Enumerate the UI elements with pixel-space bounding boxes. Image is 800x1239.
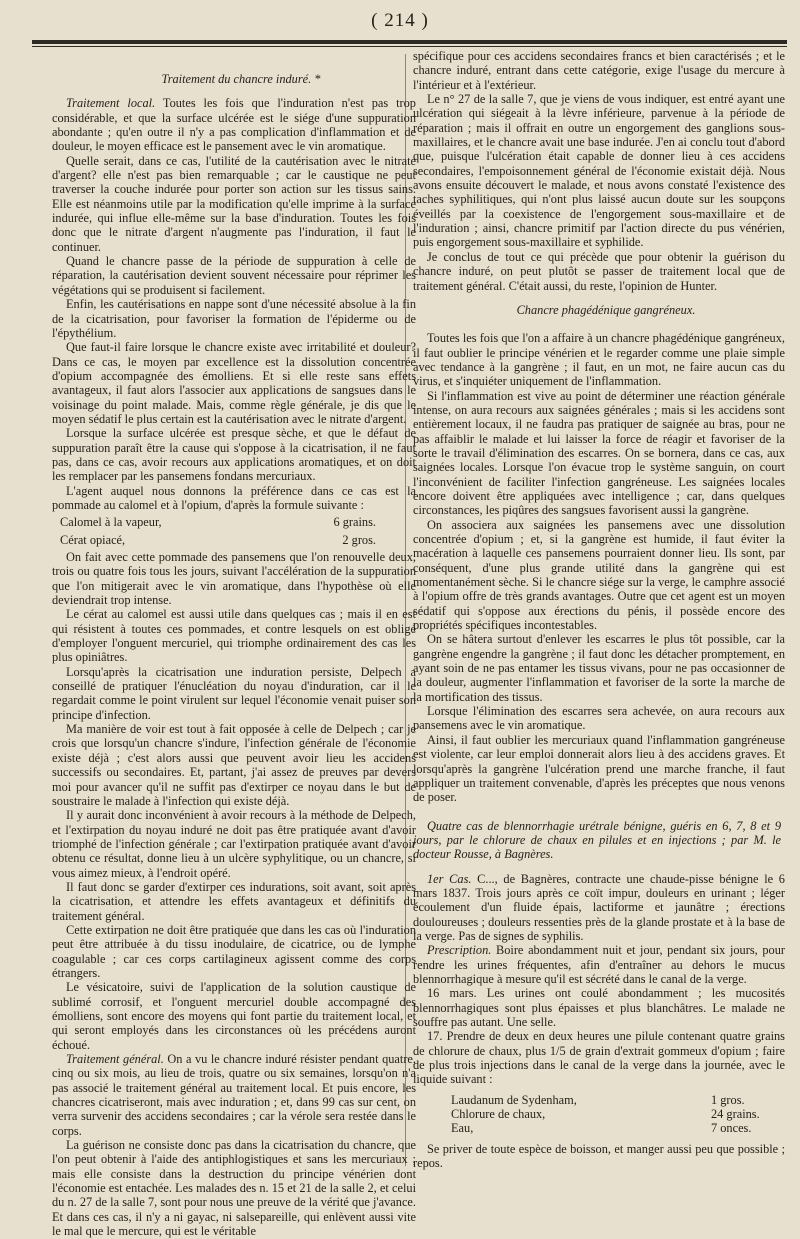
paragraph: Je conclus de tout ce qui précède que pour obtenir la guérison du chancre induré, on peut plutôt se passer de traitement local que de traitement général. C'était aussi, du reste, l'opinion de Hunter. bbox=[413, 249, 785, 293]
formula-row bbox=[52, 515, 416, 529]
paragraph: Si l'inflammation est vive au point de déterminer une réaction générale intense, on aura recours aux saignées générales ; mais si les accidens sont entièrement locaux, il ne faudra pas pratiquer de saignée au bras, pour ne pas affaiblir le malade et lui laisser la force de réagir et favoriser de la sorte le travail d'élimination des escarres. On se bornera, dans ce cas, aux saignées locales. Lorsque l'on évacue trop le système sanguin, on court l'inconvénient de faciliter l'infection gangréneuse. Les saignées locales encore doivent être appliquées avec intelligence ; car, dans quelques circonstances, les piqûres des sangsues favorisent aussi la gangrène. bbox=[413, 388, 785, 518]
formula-quantity: 7 onces. bbox=[711, 1121, 752, 1136]
paragraph bbox=[413, 872, 785, 944]
paragraph: Quand le chancre passe de la période de suppuration à celle de réparation, la cautérisation devient souvent nécessaire pour réprimer les végétations qui se produisent si facilement. bbox=[52, 254, 416, 297]
formula-ingredient: Laudanum de Sydenham, bbox=[451, 1092, 577, 1107]
paragraph: Cette extirpation ne doit être pratiquée que dans les cas où l'induration peut être attribuée à du tissu inodulaire, de cicatrice, ou de lymphe coagulable ; car ces corps cartilagineux agissent comme des corps étrangers. bbox=[52, 922, 416, 980]
paragraph: Lorsque la surface ulcérée est presque sèche, et que le défaut de suppuration paraît être la cause qui s'oppose à la cicatrisation, il ne faut pas, dans ce cas, avoir recours aux applications aromatiques, et on doit les remplacer par les pansemens fondans mercuriaux. bbox=[52, 426, 416, 484]
paragraph: Le vésicatoire, suivi de l'application de la solution caustique de sublimé corrosif, et l'onguent mercuriel double accompagné des émolliens, sont encore des moyens qui font partie du traitement local, et qui seront employés dans les circonstances où les précédens auront échoué. bbox=[52, 980, 416, 1052]
formula-row bbox=[413, 1121, 785, 1135]
paragraph-text: On a vu le chancre induré résister pendant quatre, cinq ou six mois, au lieu de trois, quatre ou six semaines, lorsqu'on n'a pas associé le traitement général au traitement local. Et puis encore, les chancres cicatriseront, mais avec induration ; et, dans 99 cas sur cent, on verra survenir des accidens secondaires ; car la vérole sera restée dans le corps. bbox=[52, 1052, 416, 1138]
paragraph: Lorsque l'élimination des escarres sera achevée, on aura recours aux pansemens avec le vin aromatique. bbox=[413, 704, 785, 733]
formula-ingredient: Eau, bbox=[451, 1121, 474, 1136]
page-number: ( 214 ) bbox=[371, 10, 429, 31]
right-column bbox=[413, 49, 785, 1171]
paragraph-text: Toutes les fois que l'induration n'est pas trop considérable, et que la surface ulcérée est le siége d'une suppuration abondante ; qu'en outre il n'y a pas complication d'inflammation et de douleur, le moyen efficace est le pansement avec le vin aromatique. bbox=[52, 96, 416, 154]
paragraph: Le cérat au calomel est aussi utile dans quelques cas ; mais il en est qui résistent à toutes ces pommades, et contre lesquels on est obligé d'employer l'onguent mercuriel, qui triomphe ordinairement des cas les plus opiniâtres. bbox=[52, 607, 416, 665]
paragraph: 17. Prendre de deux en deux heures une pilule contenant quatre grains de chlorure de chaux, plus 1/5 de grain d'extrait gommeux d'opium ; faire de plus trois injections dans le canal de la verge dans la journée, avec le liquide suivant : bbox=[413, 1029, 785, 1087]
paragraph: Lorsqu'après la cicatrisation une induration persiste, Delpech a conseillé de pratiquer l'énucléation du noyau d'induration, car il le regardait comme le point virulent sur lequel l'économie venait puiser son principe d'infection. bbox=[52, 664, 416, 722]
header-rule bbox=[32, 40, 787, 47]
paragraph: Il faut donc se garder d'extirper ces indurations, soit avant, soit après la cicatrisation, et attendre les effets avantageux et définitifs du traitement général. bbox=[52, 879, 416, 923]
section-heading-phagedenique: Chancre phagédénique gangréneux. bbox=[516, 302, 696, 317]
left-column bbox=[52, 54, 416, 1239]
formula-quantity: 24 grains. bbox=[711, 1107, 760, 1122]
formula-row bbox=[52, 533, 416, 547]
paragraph-text: C..., de Bagnères, contracte une chaude-pisse bénigne le 6 mars 1837. Trois jours après ce coït impur, douleurs en urinant ; léger écoulement d'un fluide épais, lactiforme et jaunâtre ; érections douloureuses ; douleurs ressenties près de la glande prostate et à la base de la verge. Pas de signes de syphilis. bbox=[413, 871, 785, 943]
paragraph bbox=[52, 96, 416, 153]
paragraph: Ainsi, il faut oublier les mercuriaux quand l'inflammation gangréneuse est violente, car leur emploi donnerait alors lieu à des accidens graves. Et lorsqu'après la gangrène l'ulcération prend une marche franche, il faut appliquer un traitement convenable, d'après les préceptes que nous venons de poser. bbox=[413, 732, 785, 805]
paragraph: Toutes les fois que l'on a affaire à un chancre phagédénique gangréneux, il faut oublier le principe vénérien et le regarder comme une plaie simple avec tendance à la gangrène ; il faut, en un mot, ne faire aucun cas du virus, et s'inquiéter uniquement de l'inflammation. bbox=[413, 331, 785, 389]
formula-row bbox=[413, 1107, 785, 1121]
paragraph: Quelle serait, dans ce cas, l'utilité de la cautérisation avec le nitrate d'argent? elle n'est pas bien remarquable ; car le caustique ne peut traverser la couche indurée pour porter son action sur les tissus sains. Elle est néanmoins utile par la modification qu'elle imprime à la surface indurée, qui influe elle-même sur la base d'induration. Toutes les fois donc que le nitrate d'argent n'augmente pas l'induration, il faut le continuer. bbox=[52, 153, 416, 254]
formula-quantity: 6 grains. bbox=[333, 515, 376, 530]
paragraph: On fait avec cette pommade des pansemens que l'on renouvelle deux, trois ou quatre fois tous les jours, suivant l'accélération de la suppuration que l'on mitigerait avec le vin aromatique, dans l'hypothèse où elle deviendrait trop intense. bbox=[52, 550, 416, 608]
paragraph: Ma manière de voir est tout à fait opposée à celle de Delpech ; car je crois que lorsqu'un chancre s'indure, l'infection générale de l'économie existe déjà ; c'est alors aussi que peuvent avoir lieu les accidens successifs ou secondaires. Et, partant, j'ai assez de preuves par devers moi pour avancer qu'il ne suffit pas d'extirper ce noyau dans le but de soustraire le malade à l'infection qui existe déjà. bbox=[52, 722, 416, 808]
subheading-local: Traitement local. bbox=[66, 96, 156, 111]
paragraph: Enfin, les cautérisations en nappe sont d'une nécessité absolue à la fin de la cicatrisation, pour favoriser la formation de l'épiderme ou de l'épythélium. bbox=[52, 297, 416, 340]
formula-ingredient: Chlorure de chaux, bbox=[451, 1107, 546, 1122]
prescription-label: Prescription. bbox=[427, 943, 492, 958]
paragraph: On associera aux saignées les pansemens avec une dissolution concentrée d'opium ; et, si la gangrène est humide, il faut éviter la macération à laquelle ces pansemens pourraient donner lieu. Ils sont, par conséquent, d'une plus grande utilité dans la gangrène qui est momentanément sèche. Si le chancre siége sur la verge, le camphre associé à l'opium offre de très grands avantages. Outre que cet agent est un moyen sédatif qui s'oppose aux érections du pénis, il possède encore des propriétés spécifiques incontestables. bbox=[413, 517, 785, 633]
article-author: par M. le docteur Rousse, à Bagnères. bbox=[413, 832, 782, 862]
article-title-italic: Quatre cas de blennorrhagie urétrale bénigne, guéris en 6, 7, 8 et 9 jours, par le chlorure de chaux en pilules et en injections ; bbox=[413, 818, 781, 847]
paragraph: Se priver de toute espèce de boisson, et manger aussi peu que possible ; repos. bbox=[413, 1141, 785, 1171]
formula-ingredient: Cérat opiacé, bbox=[60, 532, 126, 547]
paragraph: Que faut-il faire lorsque le chancre existe avec irritabilité et douleur? Dans ce cas, le moyen par excellence est la dissolution concentrée d'opium accompagnée des émolliens. Et si elle reste sans effets avantageux, il faut alors l'associer aux applications de sangsues dans le voisinage du point malade. Mais, comme règle générale, je dis que le moyen sédatif le plus certain est la cautérisation avec le nitrate d'argent. bbox=[52, 340, 416, 426]
formula-quantity: 2 gros. bbox=[342, 532, 376, 547]
subheading-general: Traitement général. bbox=[66, 1052, 164, 1067]
paragraph: On se hâtera surtout d'enlever les escarres le plus tôt possible, car la gangrène engendre la gangrène ; il faut donc les détacher promptement, en ayant soin de ne pas entamer les tissus vivans, pour ne pas occasionner de la douleur, augmenter l'inflammation et favoriser de la sorte la marche de la mortification des tissus. bbox=[413, 632, 785, 704]
paragraph bbox=[52, 1052, 416, 1138]
paragraph bbox=[413, 943, 785, 986]
paragraph: 16 mars. Les urines ont coulé abondamment ; les mucosités blennorrhagiques sont plus épaisses et plus blanchâtres. Le malade ne souffre pas autant. Une selle. bbox=[413, 986, 785, 1029]
formula-ingredient: Calomel à la vapeur, bbox=[60, 515, 162, 530]
paragraph-text: Boire abondamment nuit et jour, pendant six jours, pour rendre les urines fréquentes, afin d'entraîner au dehors le mucus blennorrhagique à mesure qu'il est sécrété dans le canal de la verge. bbox=[413, 943, 785, 986]
article-title bbox=[413, 819, 785, 862]
paragraph: L'agent auquel nous donnons la préférence dans ce cas est la pommade au calomel et à l'opium, d'après la formule suivante : bbox=[52, 483, 416, 512]
formula-row bbox=[413, 1093, 785, 1107]
case-label: 1er Cas. bbox=[427, 871, 472, 886]
paragraph: Il y aurait donc inconvénient à avoir recours à la méthode de Delpech, et l'extirpation du noyau induré ne doit pas être pratiquée avant d'avoir triomphé de l'infection générale ; car l'extirpation pratiquée avant d'avoir obtenu ce résultat, donne lieu à un ulcère syphylitique, ou un chancre, si vous aimez mieux, à l'endroit opéré. bbox=[52, 808, 416, 880]
formula-quantity: 1 gros. bbox=[711, 1092, 745, 1107]
section-heading-chancre-indure: Traitement du chancre induré. * bbox=[161, 72, 321, 86]
paragraph: La guérison ne consiste donc pas dans la cicatrisation du chancre, que l'on peut obtenir à l'aide des antiphlogistiques et sans les mercuriaux ; mais elle consiste dans la destruction du principe vénérien dont l'économie est entachée. Les malades des n. 15 et 21 de la salle 2, et celui du n. 27 de la salle 7, sont pour nous une preuve de la vérité que j'avance. Et dans ces cas, il n'y a ni gayac, ni salsepareille, qui enlèvent aussi vite le mal que le mercure, qui est le véritable bbox=[52, 1138, 416, 1239]
paragraph: spécifique pour ces accidens secondaires francs et bien caractérisés ; et le chancre induré, entrant dans cette catégorie, exige l'usage du mercure à l'intérieur et à l'extérieur. bbox=[413, 49, 785, 92]
paragraph: Le n° 27 de la salle 7, que je viens de vous indiquer, est entré ayant une ulcération qui siégeait à la lèvre inférieure, parvenue à la période de réparation ; mais il offrait en outre un engorgement des ganglions sous-maxillaires, et le chancre avait une base indurée. J'en ai conclu tout d'abord que, puisque l'ulcération était capable de donner lieu à ces accidens secondaires, l'empoisonnement général de l'économie existait déjà. Nous avons ensuite découvert le malade, et nous avons constaté l'existence des taches syphilitiques, qui n'ont plus laissé aucun doute sur les soupçons éveillés par la coexistence de l'engorgement sous-maxillaire et de l'induration ; ainsi, chancre primitif par l'action directe du pus vénérien, puis engorgement sous-maxillaire et syphilide. bbox=[413, 92, 785, 250]
